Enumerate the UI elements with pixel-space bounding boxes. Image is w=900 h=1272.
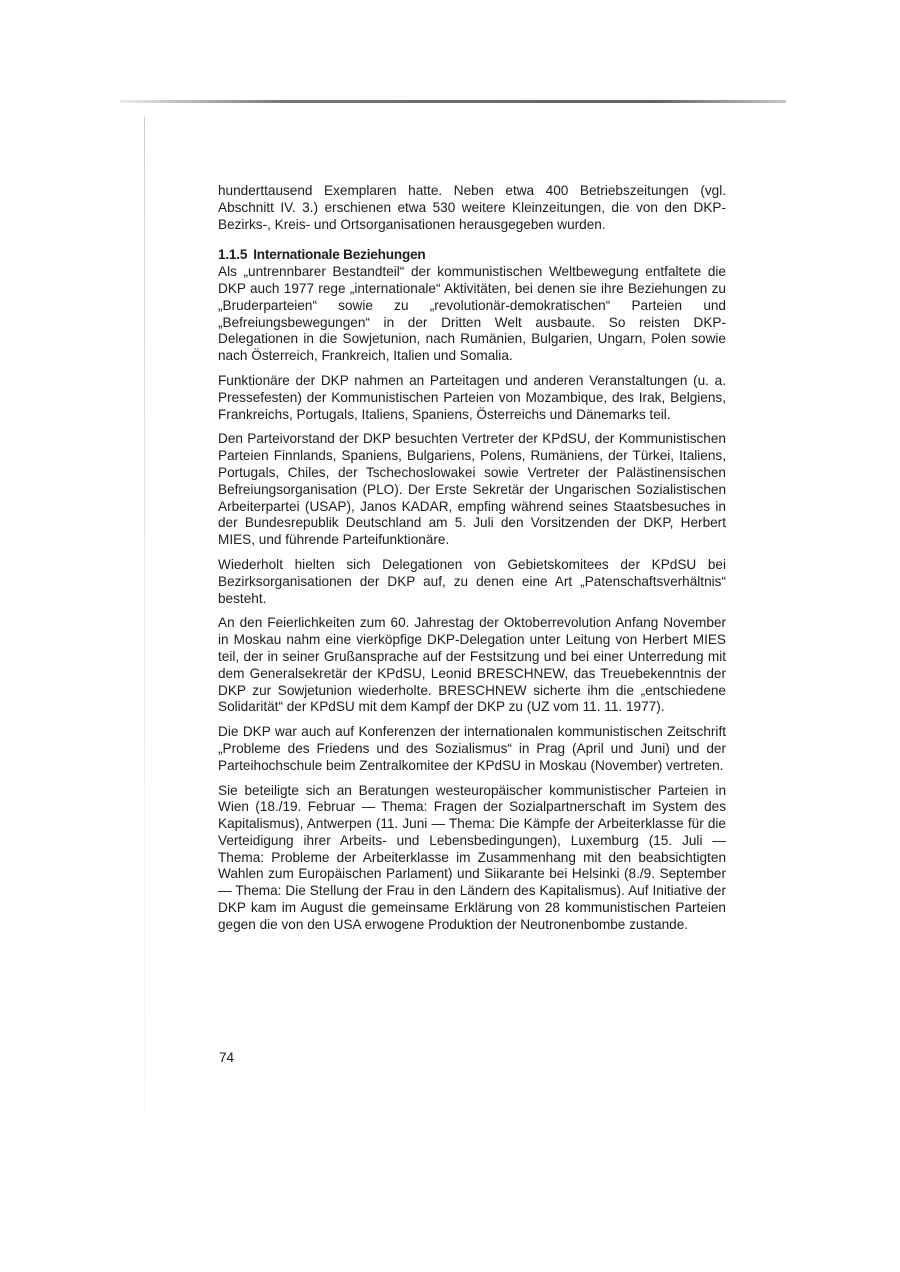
section-title: Internationale Beziehungen — [253, 247, 426, 263]
paragraph-international-activities: Als „untrennbarer Bestandteil“ der kommunistischen Weltbewegung entfaltete die DKP auch 1977 rege „internationale“ Aktivitäten, bei denen sie ihre Beziehungen zu „Bruderparteien“ sowie zu „revolutionär-demokratischen“ Parteien und „Befreiungsbewegungen“ in der Dritten Welt ausbaute. So reisten DKP-Delegationen in die Sowjetunion, nach Rumänien, Bulgarien, Ungarn, Polen sowie nach Österreich, Frankreich, Italien und Somalia. — [218, 264, 726, 364]
paragraph-party-congresses: Funktionäre der DKP nahmen an Parteitagen und anderen Veranstaltungen (u. a. Pressefesten) der Kommunistischen Parteien von Mozambique, des Irak, Belgiens, Frankreichs, Portugals, Italiens, Spaniens, Österreichs und Dänemarks teil. — [218, 372, 726, 422]
intro-paragraph: hunderttausend Exemplaren hatte. Neben etwa 400 Betriebszeitungen (vgl. Abschnitt IV. 3.) erschienen etwa 530 weitere Kleinzeitungen, die von den DKP-Bezirks-, Kreis- und Ortsorganisationen herausgegeben wurden. — [218, 183, 726, 232]
section-number: 1.1.5 — [218, 247, 248, 263]
paragraph-conferences: Die DKP war auch auf Konferenzen der internationalen kommunistischen Zeitschrift „Probleme des Friedens und des Sozialismus“ in Prag (April und Juni) und der Parteihochschule beim Zentralkomitee der KPdSU in Moskau (November) vertreten. — [218, 724, 726, 773]
scan-left-edge — [144, 116, 145, 1116]
paragraph-regional-delegations: Wiederholt hielten sich Delegationen von Gebietskomitees der KPdSU bei Bezirksorganisationen der DKP auf, zu denen eine Art „Patenschaftsverhältnis“ besteht. — [218, 556, 726, 606]
paragraph-visitors: Den Parteivorstand der DKP besuchten Vertreter der KPdSU, der Kommunistischen Parteien Finnlands, Spaniens, Bulgariens, Polens, Rumäniens, der Türkei, Italiens, Portugals, Chiles, der Tschechoslowakei sowie Vertreter der Palästinensischen Befreiungsorganisation (PLO). Der Erste Sekretär der Ungarischen Sozialistischen Arbeiterpartei (USAP), Janos KADAR, empfing während seines Staatsbesuches in der Bundesrepublik Deutschland am 5. Juli den Vorsitzenden der DKP, Herbert MIES, und führende Parteifunktionäre. — [218, 431, 726, 548]
scan-top-edge — [120, 100, 786, 103]
page-body — [218, 183, 726, 942]
section-heading — [218, 247, 726, 264]
paragraph-october-revolution: An den Feierlichkeiten zum 60. Jahrestag der Oktoberrevolution Anfang November in Moskau nahm eine vierköpfige DKP-Delegation unter Leitung von Herbert MIES teil, der in seiner Grußansprache auf der Festsitzung und bei einer Unterredung mit dem Generalsekretär der KPdSU, Leonid BRESCHNEW, das Treuebekenntnis der DKP zur Sowjetunion wiederholte. BRESCHNEW sicherte ihm die „entschiedene Solidarität“ der KPdSU mit dem Kampf der DKP zu (UZ vom 11. 11. 1977). — [218, 615, 726, 715]
paragraph-consultations: Sie beteiligte sich an Beratungen westeuropäischer kommunistischer Parteien in Wien (18./19. Februar — Thema: Fragen der Sozialpartnerschaft im System des Kapitalismus), Antwerpen (11. Juni — Thema: Die Kämpfe der Arbeiterklasse für die Verteidigung ihrer Arbeits- und Lebensbedingungen), Luxemburg (15. Juli — Thema: Probleme der Arbeiterklasse im Zusammenhang mit den beabsichtigten Wahlen zum Europäischen Parlament) und Siikarante bei Helsinki (8./9. September — Thema: Die Stellung der Frau in den Ländern des Kapitalismus). Auf Initiative der DKP kam im August die gemeinsame Erklärung von 28 kommunistischen Parteien gegen die von den USA erwogene Produktion der Neutronenbombe zustande. — [218, 782, 726, 932]
page-number: 74 — [219, 1050, 235, 1065]
